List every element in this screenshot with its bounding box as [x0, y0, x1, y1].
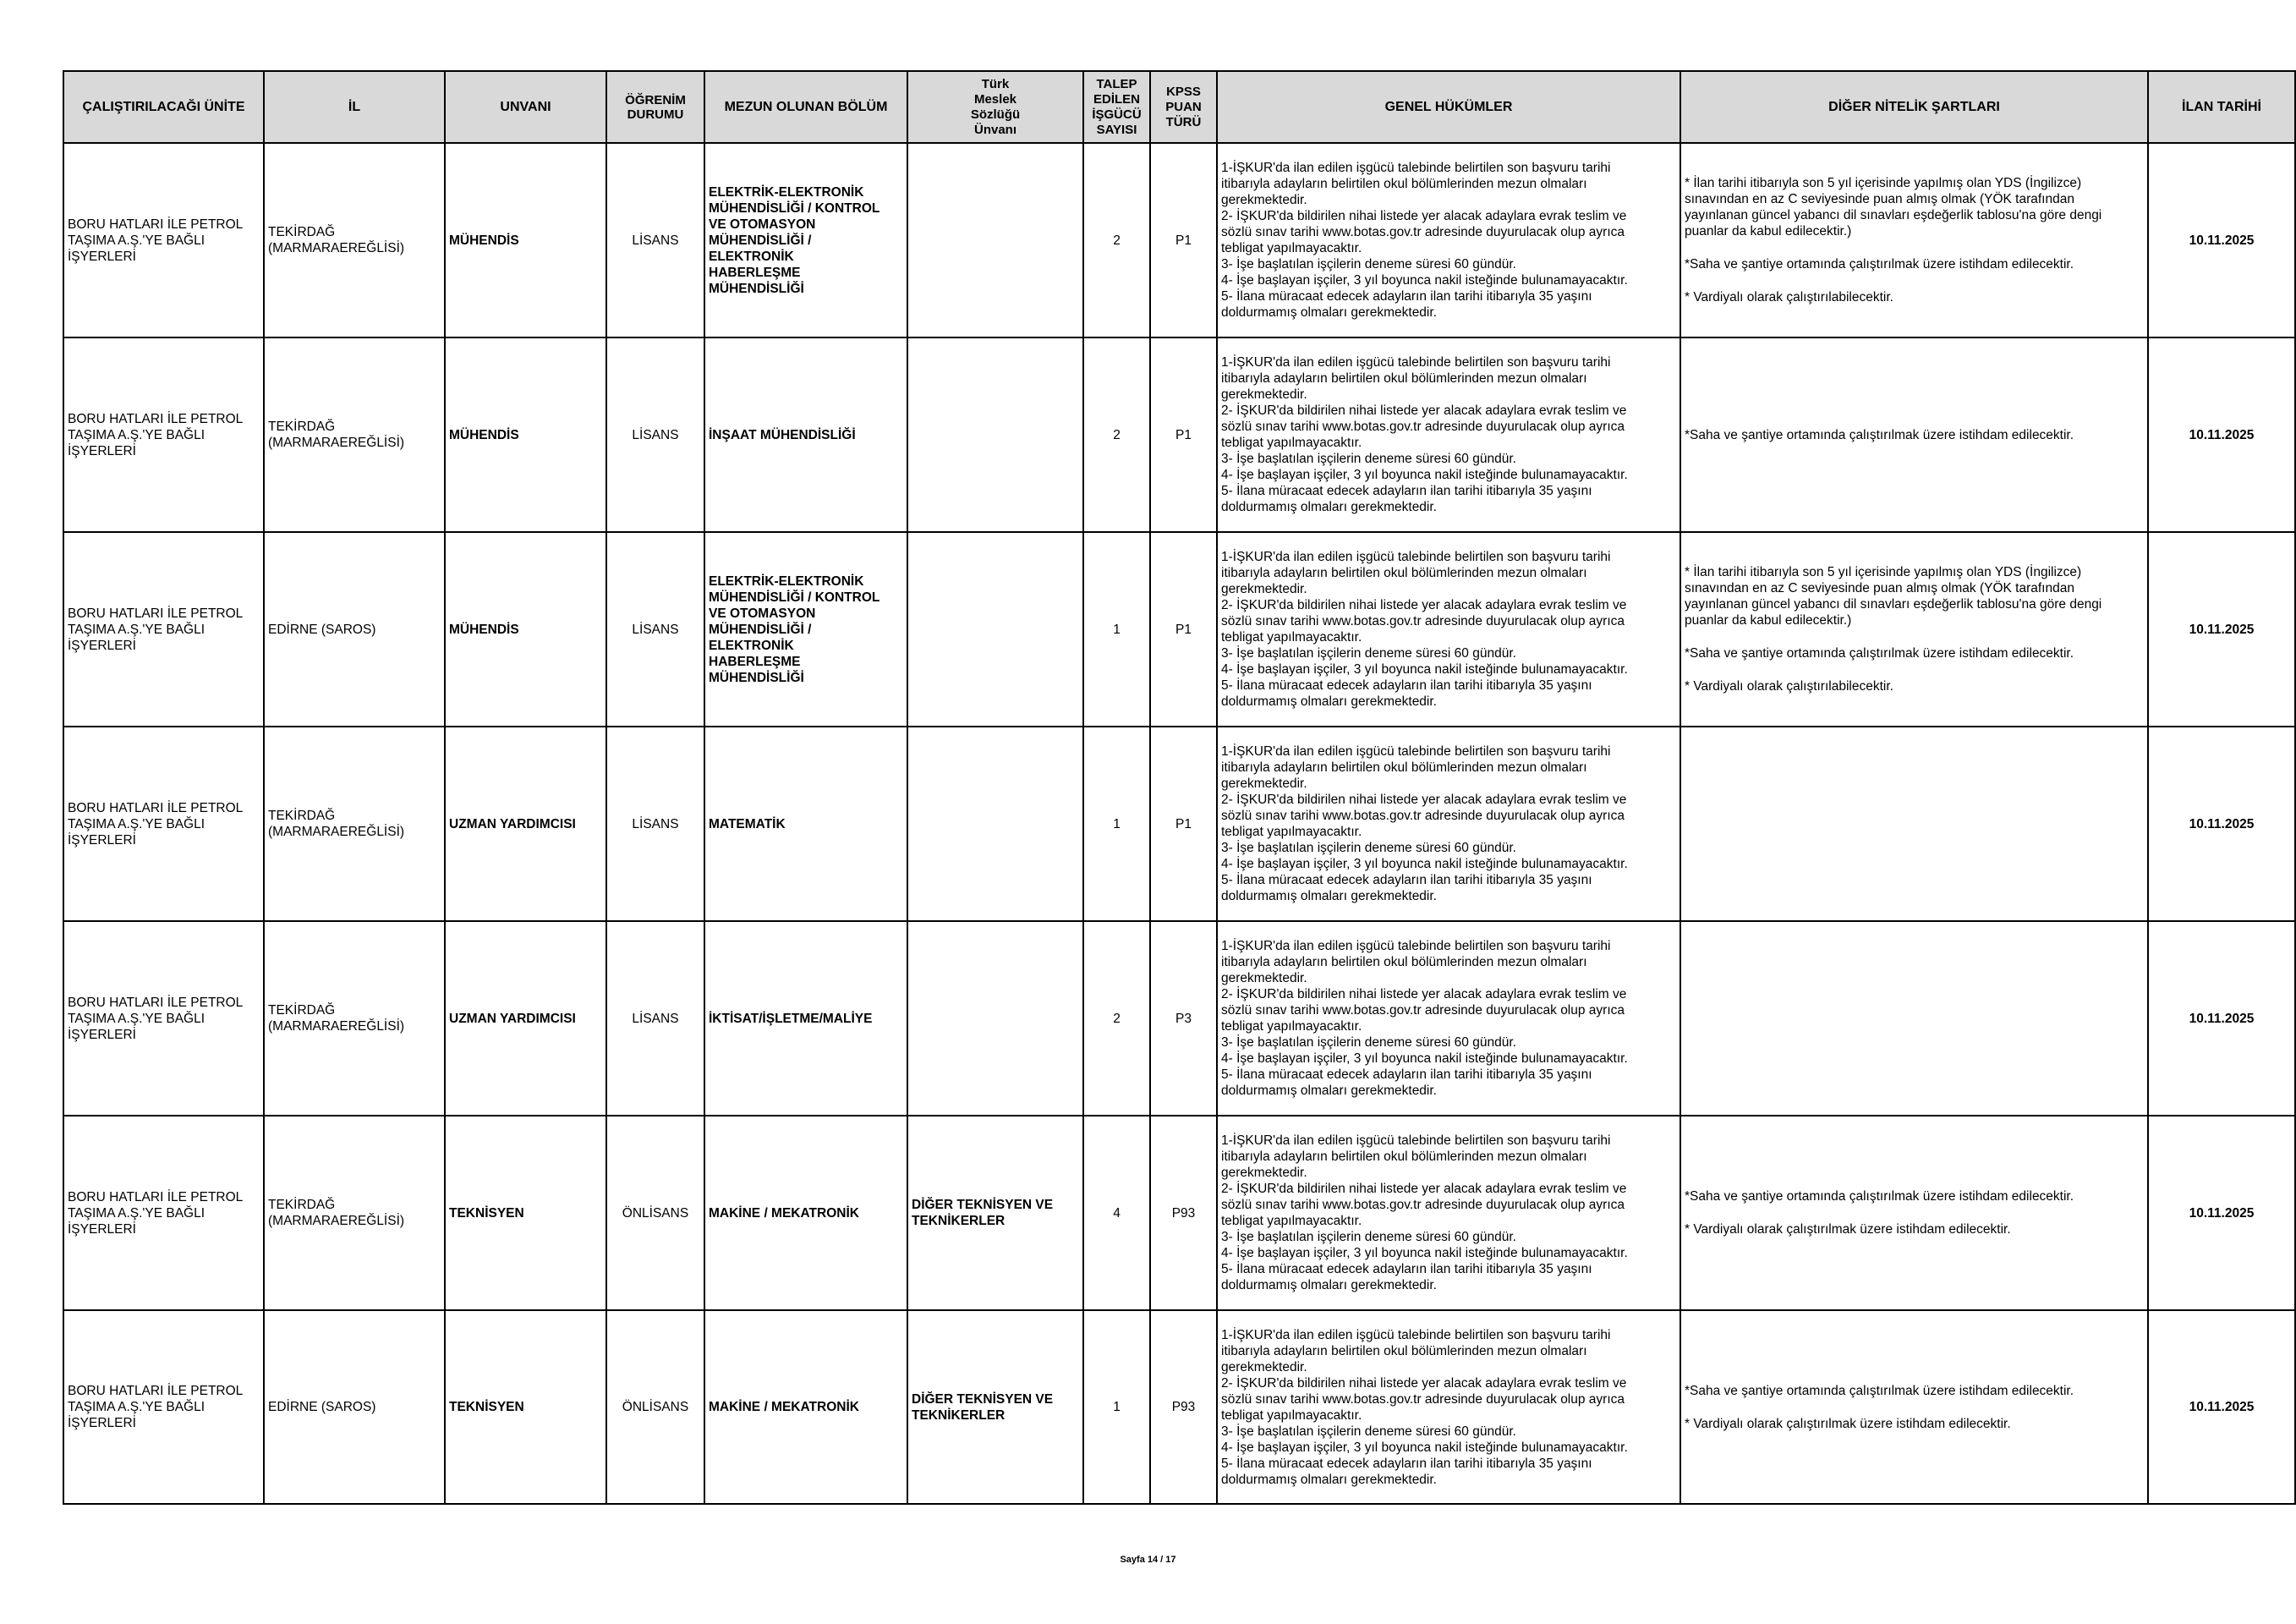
- cell-line: doldurmamış olmaları gerekmektedir.: [1221, 1084, 1437, 1098]
- cell-line: tebligat yapılmayacaktır.: [1221, 1407, 1362, 1423]
- cell-line: gerekmektedir.: [1221, 1166, 1307, 1180]
- cell-line: TEKİRDAĞ: [268, 1198, 336, 1212]
- cell-line: TEKİRDAĞ: [268, 809, 336, 823]
- cell-line: İNŞAAT MÜHENDİSLİĞİ: [709, 427, 856, 442]
- cell-unit: [63, 337, 264, 532]
- cell-count: 2: [1083, 143, 1150, 337]
- cell-diger-sartlar: [1680, 143, 2148, 337]
- cell-line: 2- İŞKUR'da bildirilen nihai listede yer alacak adaylara evrak teslim ve: [1221, 1375, 1627, 1391]
- cell-line: 1-İŞKUR'da ilan edilen işgücü talebinde belirtilen son başvuru tarihi: [1221, 1133, 1611, 1148]
- cell-line: MAKİNE / MEKATRONİK: [709, 1205, 859, 1221]
- cell-education: LİSANS: [606, 337, 704, 532]
- cell-line: (MARMARAEREĞLİSİ): [268, 241, 405, 255]
- cell-line: 3- İşe başlatılan işçilerin deneme süresi 60 gündür.: [1221, 646, 1516, 661]
- cell-il: [264, 727, 445, 921]
- cell-education: ÖNLİSANS: [606, 1310, 704, 1504]
- cell-education: LİSANS: [606, 532, 704, 727]
- cell-line: 2- İŞKUR'da bildirilen nihai listede yer alacak adaylara evrak teslim ve: [1221, 209, 1627, 223]
- cell-date: 10.11.2025: [2148, 1116, 2295, 1310]
- cell-line: 1-İŞKUR'da ilan edilen işgücü talebinde belirtilen son başvuru tarihi: [1221, 1327, 1611, 1342]
- cell-count: 2: [1083, 337, 1150, 532]
- cell-diger-sartlar: [1680, 921, 2148, 1116]
- cell-line: gerekmektedir.: [1221, 582, 1307, 596]
- cell-occupation: [907, 337, 1083, 532]
- cell-line: MÜHENDİSLİĞİ / KONTROL: [709, 200, 880, 216]
- cell-line: VE OTOMASYON: [709, 606, 816, 621]
- cell-department: [704, 532, 907, 727]
- cell-line: sözlü sınav tarihi www.botas.gov.tr adresinde duyurulacak olup ayrıca: [1221, 420, 1625, 434]
- table-body: [63, 143, 2295, 1504]
- cell-line: gerekmektedir.: [1221, 1359, 1307, 1374]
- cell-line: MAKİNE / MEKATRONİK: [709, 1400, 859, 1414]
- cell-line: sözlü sınav tarihi www.botas.gov.tr adresinde duyurulacak olup ayrıca: [1221, 1391, 1625, 1407]
- cell-line: doldurmamış olmaları gerekmektedir.: [1221, 305, 1437, 320]
- cell-line: 4- İşe başlayan işçiler, 3 yıl boyunca nakil isteğinde bulunamayacaktır.: [1221, 468, 1628, 482]
- cell-line: yayınlanan güncel yabancı dil sınavları eşdeğerlik tablosu'na göre dengi: [1685, 208, 2102, 222]
- cell-unit: [63, 921, 264, 1116]
- cell-line: 4- İşe başlayan işçiler, 3 yıl boyunca nakil isteğinde bulunamayacaktır.: [1221, 857, 1628, 871]
- cell-department: [704, 143, 907, 337]
- cell-line: sözlü sınav tarihi www.botas.gov.tr adresinde duyurulacak olup ayrıca: [1221, 1003, 1625, 1018]
- cell-line: 3- İşe başlatılan işçilerin deneme süresi 60 gündür.: [1221, 257, 1516, 272]
- cell-line: MÜHENDİSLİĞİ / KONTROL: [709, 590, 880, 605]
- header-kpss: KPSS PUAN TÜRÜ: [1150, 71, 1217, 143]
- cell-line: *Saha ve şantiye ortamında çalıştırılmak üzere istihdam edilecektir.: [1685, 1383, 2074, 1398]
- cell-count: 4: [1083, 1116, 1150, 1310]
- table-row: [63, 1116, 2295, 1310]
- cell-line: gerekmektedir.: [1221, 971, 1307, 985]
- table-row: [63, 921, 2295, 1116]
- cell-diger-sartlar: [1680, 1310, 2148, 1504]
- cell-line: MÜHENDİSLİĞİ: [709, 281, 804, 296]
- cell-diger-sartlar: [1680, 532, 2148, 727]
- cell-kpss: P93: [1150, 1310, 1217, 1504]
- cell-line: * Vardiyalı olarak çalıştırılabilecektir.: [1685, 679, 1893, 694]
- cell-line: İŞYERLERİ: [68, 443, 136, 458]
- cell-line: İŞYERLERİ: [68, 249, 136, 264]
- cell-line: 5- İlana müracaat edecek adayların ilan tarihi itibarıyla 35 yaşını: [1221, 1262, 1592, 1276]
- cell-line: MÜHENDİSLİĞİ: [709, 670, 804, 685]
- cell-line: itibarıyla adayların belirtilen okul bölümlerinden mezun olmaları: [1221, 760, 1587, 775]
- cell-line: sözlü sınav tarihi www.botas.gov.tr adresinde duyurulacak olup ayrıca: [1221, 225, 1625, 239]
- cell-line: * İlan tarihi itibarıyla son 5 yıl içerisinde yapılmış olan YDS (İngilizce): [1685, 565, 2082, 579]
- cell-line: * İlan tarihi itibarıyla son 5 yıl içerisinde yapılmış olan YDS (İngilizce): [1685, 176, 2082, 190]
- cell-line: DİĞER TEKNİSYEN VE: [912, 1198, 1054, 1212]
- cell-line: BORU HATLARI İLE PETROL: [68, 800, 244, 815]
- cell-occupation: [907, 1310, 1083, 1504]
- cell-line: (MARMARAEREĞLİSİ): [268, 1019, 405, 1034]
- cell-line: gerekmektedir.: [1221, 776, 1307, 791]
- cell-line: İŞYERLERİ: [68, 1027, 136, 1042]
- cell-line: 1-İŞKUR'da ilan edilen işgücü talebinde belirtilen son başvuru tarihi: [1221, 355, 1611, 370]
- cell-occupation: [907, 532, 1083, 727]
- cell-line: 5- İlana müracaat edecek adayların ilan tarihi itibarıyla 35 yaşını: [1221, 1067, 1592, 1082]
- cell-unit: [63, 1116, 264, 1310]
- cell-department: [704, 727, 907, 921]
- cell-unit: [63, 1310, 264, 1504]
- cell-line: 2- İŞKUR'da bildirilen nihai listede yer alacak adaylara evrak teslim ve: [1221, 1182, 1627, 1196]
- cell-occupation: [907, 1116, 1083, 1310]
- cell-line: itibarıyla adayların belirtilen okul bölümlerinden mezun olmaları: [1221, 566, 1587, 580]
- header-il: İL: [264, 71, 445, 143]
- cell-line: 4- İşe başlayan işçiler, 3 yıl boyunca nakil isteğinde bulunamayacaktır.: [1221, 273, 1628, 288]
- cell-unit: [63, 727, 264, 921]
- cell-line: HABERLEŞME: [709, 265, 801, 280]
- cell-date: 10.11.2025: [2148, 921, 2295, 1116]
- cell-line: 1-İŞKUR'da ilan edilen işgücü talebinde belirtilen son başvuru tarihi: [1221, 550, 1611, 564]
- cell-diger-sartlar: [1680, 1116, 2148, 1310]
- cell-line: MATEMATİK: [709, 816, 786, 831]
- cell-line: TEKİRDAĞ: [268, 225, 336, 239]
- header-diger: DİĞER NİTELİK ŞARTLARI: [1680, 71, 2148, 143]
- cell-line: * Vardiyalı olarak çalıştırılabilecektir.: [1685, 290, 1893, 304]
- header-education: ÖĞRENİM DURUMU: [606, 71, 704, 143]
- cell-unit: [63, 143, 264, 337]
- page-number: Sayfa 14 / 17: [1120, 1555, 1176, 1565]
- cell-line: *Saha ve şantiye ortamında çalıştırılmak üzere istihdam edilecektir.: [1685, 1189, 2074, 1204]
- header-row: [63, 71, 2295, 143]
- cell-line: 3- İşe başlatılan işçilerin deneme süresi 60 gündür.: [1221, 841, 1516, 855]
- cell-line: 4- İşe başlayan işçiler, 3 yıl boyunca nakil isteğinde bulunamayacaktır.: [1221, 1051, 1628, 1066]
- cell-unit: [63, 532, 264, 727]
- cell-line: TAŞIMA A.Ş.'YE BAĞLI: [68, 1011, 205, 1026]
- cell-occupation: [907, 921, 1083, 1116]
- cell-diger-sartlar: [1680, 337, 2148, 532]
- cell-line: İŞYERLERİ: [68, 1221, 136, 1237]
- cell-education: ÖNLİSANS: [606, 1116, 704, 1310]
- table-row: [63, 337, 2295, 532]
- cell-line: MÜHENDİSLİĞİ /: [709, 233, 812, 248]
- cell-genel-hukumler: [1217, 532, 1680, 727]
- cell-date: 10.11.2025: [2148, 143, 2295, 337]
- cell-genel-hukumler: [1217, 727, 1680, 921]
- cell-line: tebligat yapılmayacaktır.: [1221, 1214, 1362, 1228]
- cell-line: TEKNİKERLER: [912, 1214, 1006, 1228]
- cell-title: MÜHENDİS: [445, 143, 606, 337]
- header-occupation: Türk Meslek Sözlüğü Ünvanı: [907, 71, 1083, 143]
- job-listing-table: [63, 70, 2296, 1505]
- cell-line: tebligat yapılmayacaktır.: [1221, 825, 1362, 839]
- cell-il: [264, 921, 445, 1116]
- cell-kpss: P3: [1150, 921, 1217, 1116]
- cell-line: 2- İŞKUR'da bildirilen nihai listede yer alacak adaylara evrak teslim ve: [1221, 598, 1627, 612]
- cell-count: 1: [1083, 727, 1150, 921]
- cell-line: İŞYERLERİ: [68, 638, 136, 653]
- cell-title: UZMAN YARDIMCISI: [445, 727, 606, 921]
- cell-line: 2- İŞKUR'da bildirilen nihai listede yer alacak adaylara evrak teslim ve: [1221, 793, 1627, 807]
- cell-line: itibarıyla adayların belirtilen okul bölümlerinden mezun olmaları: [1221, 177, 1587, 191]
- cell-line: İŞYERLERİ: [68, 1416, 136, 1430]
- cell-title: TEKNİSYEN: [445, 1116, 606, 1310]
- cell-line: İŞYERLERİ: [68, 832, 136, 848]
- cell-line: itibarıyla adayların belirtilen okul bölümlerinden mezun olmaları: [1221, 955, 1587, 969]
- cell-count: 2: [1083, 921, 1150, 1116]
- cell-line: TAŞIMA A.Ş.'YE BAĞLI: [68, 622, 205, 637]
- table-row: [63, 1310, 2295, 1504]
- cell-line: (MARMARAEREĞLİSİ): [268, 436, 405, 450]
- cell-kpss: P1: [1150, 727, 1217, 921]
- cell-line: 3- İşe başlatılan işçilerin deneme süresi 60 gündür.: [1221, 1230, 1516, 1244]
- cell-occupation: [907, 727, 1083, 921]
- header-date: İLAN TARİHİ: [2148, 71, 2295, 143]
- cell-line: 5- İlana müracaat edecek adayların ilan tarihi itibarıyla 35 yaşını: [1221, 873, 1592, 887]
- table-row: [63, 727, 2295, 921]
- cell-line: 1-İŞKUR'da ilan edilen işgücü talebinde belirtilen son başvuru tarihi: [1221, 161, 1611, 175]
- cell-kpss: P1: [1150, 337, 1217, 532]
- cell-genel-hukumler: [1217, 1310, 1680, 1504]
- cell-line: itibarıyla adayların belirtilen okul bölümlerinden mezun olmaları: [1221, 1343, 1587, 1358]
- header-genel: GENEL HÜKÜMLER: [1217, 71, 1680, 143]
- header-department: MEZUN OLUNAN BÖLÜM: [704, 71, 907, 143]
- cell-line: doldurmamış olmaları gerekmektedir.: [1221, 1472, 1437, 1487]
- cell-diger-sartlar: [1680, 727, 2148, 921]
- cell-line: VE OTOMASYON: [709, 217, 816, 232]
- cell-line: 3- İşe başlatılan işçilerin deneme süresi 60 gündür.: [1221, 452, 1516, 466]
- cell-line: 5- İlana müracaat edecek adayların ilan tarihi itibarıyla 35 yaşını: [1221, 1456, 1592, 1471]
- cell-line: sınavından en az C seviyesinde puan almış olmak (YÖK tarafından: [1685, 581, 2074, 595]
- cell-line: doldurmamış olmaları gerekmektedir.: [1221, 889, 1437, 903]
- cell-line: 5- İlana müracaat edecek adayların ilan tarihi itibarıyla 35 yaşını: [1221, 484, 1592, 498]
- header-title: UNVANI: [445, 71, 606, 143]
- cell-line: 4- İşe başlayan işçiler, 3 yıl boyunca nakil isteğinde bulunamayacaktır.: [1221, 1246, 1628, 1260]
- cell-line: 4- İşe başlayan işçiler, 3 yıl boyunca nakil isteğinde bulunamayacaktır.: [1221, 1440, 1628, 1455]
- cell-date: 10.11.2025: [2148, 1310, 2295, 1504]
- cell-line: HABERLEŞME: [709, 654, 801, 669]
- cell-line: tebligat yapılmayacaktır.: [1221, 1019, 1362, 1034]
- cell-line: tebligat yapılmayacaktır.: [1221, 630, 1362, 645]
- cell-il: [264, 1116, 445, 1310]
- cell-line: *Saha ve şantiye ortamında çalıştırılmak üzere istihdam edilecektir.: [1685, 427, 2074, 442]
- cell-line: doldurmamış olmaları gerekmektedir.: [1221, 694, 1437, 709]
- cell-department: [704, 1310, 907, 1504]
- cell-title: TEKNİSYEN: [445, 1310, 606, 1504]
- cell-date: 10.11.2025: [2148, 337, 2295, 532]
- cell-genel-hukumler: [1217, 921, 1680, 1116]
- cell-line: yayınlanan güncel yabancı dil sınavları eşdeğerlik tablosu'na göre dengi: [1685, 597, 2102, 612]
- cell-kpss: P1: [1150, 532, 1217, 727]
- cell-title: MÜHENDİS: [445, 337, 606, 532]
- cell-education: LİSANS: [606, 921, 704, 1116]
- cell-line: BORU HATLARI İLE PETROL: [68, 217, 244, 232]
- cell-department: [704, 337, 907, 532]
- header-unit: ÇALIŞTIRILACAĞI ÜNİTE: [63, 71, 264, 143]
- cell-line: ELEKTRİK-ELEKTRONİK: [709, 573, 864, 589]
- cell-department: [704, 1116, 907, 1310]
- cell-line: TAŞIMA A.Ş.'YE BAĞLI: [68, 427, 205, 442]
- cell-title: UZMAN YARDIMCISI: [445, 921, 606, 1116]
- cell-line: DİĞER TEKNİSYEN VE: [912, 1391, 1054, 1407]
- cell-title: MÜHENDİS: [445, 532, 606, 727]
- cell-line: 1-İŞKUR'da ilan edilen işgücü talebinde belirtilen son başvuru tarihi: [1221, 939, 1611, 953]
- cell-line: TAŞIMA A.Ş.'YE BAĞLI: [68, 233, 205, 248]
- cell-line: tebligat yapılmayacaktır.: [1221, 436, 1362, 450]
- table-row: [63, 143, 2295, 337]
- cell-line: 5- İlana müracaat edecek adayların ilan tarihi itibarıyla 35 yaşını: [1221, 289, 1592, 304]
- cell-line: doldurmamış olmaları gerekmektedir.: [1221, 500, 1437, 514]
- cell-line: TAŞIMA A.Ş.'YE BAĞLI: [68, 1400, 205, 1414]
- cell-line: ELEKTRONİK: [709, 638, 794, 653]
- cell-line: tebligat yapılmayacaktır.: [1221, 241, 1362, 255]
- cell-line: 3- İşe başlatılan işçilerin deneme süresi 60 gündür.: [1221, 1035, 1516, 1050]
- cell-line: BORU HATLARI İLE PETROL: [68, 411, 244, 426]
- cell-line: TEKİRDAĞ: [268, 1003, 336, 1018]
- cell-line: 4- İşe başlayan işçiler, 3 yıl boyunca nakil isteğinde bulunamayacaktır.: [1221, 662, 1628, 677]
- cell-line: 1-İŞKUR'da ilan edilen işgücü talebinde belirtilen son başvuru tarihi: [1221, 744, 1611, 759]
- cell-line: puanlar da kabul edilecektir.): [1685, 224, 1852, 239]
- cell-line: itibarıyla adayların belirtilen okul bölümlerinden mezun olmaları: [1221, 371, 1587, 386]
- cell-line: BORU HATLARI İLE PETROL: [68, 1189, 244, 1204]
- cell-line: doldurmamış olmaları gerekmektedir.: [1221, 1278, 1437, 1292]
- cell-line: 3- İşe başlatılan işçilerin deneme süresi 60 gündür.: [1221, 1424, 1516, 1439]
- cell-genel-hukumler: [1217, 143, 1680, 337]
- cell-line: sözlü sınav tarihi www.botas.gov.tr adresinde duyurulacak olup ayrıca: [1221, 1198, 1625, 1212]
- cell-line: 5- İlana müracaat edecek adayların ilan tarihi itibarıyla 35 yaşını: [1221, 678, 1592, 693]
- cell-line: 2- İŞKUR'da bildirilen nihai listede yer alacak adaylara evrak teslim ve: [1221, 403, 1627, 418]
- cell-il: [264, 337, 445, 532]
- cell-genel-hukumler: [1217, 1116, 1680, 1310]
- cell-kpss: P1: [1150, 143, 1217, 337]
- cell-education: LİSANS: [606, 727, 704, 921]
- cell-line: EDİRNE (SAROS): [268, 1400, 376, 1414]
- cell-line: sözlü sınav tarihi www.botas.gov.tr adresinde duyurulacak olup ayrıca: [1221, 614, 1625, 628]
- cell-line: EDİRNE (SAROS): [268, 622, 376, 637]
- cell-line: sınavından en az C seviyesinde puan almış olmak (YÖK tarafından: [1685, 192, 2074, 206]
- cell-line: BORU HATLARI İLE PETROL: [68, 1384, 244, 1398]
- cell-line: İKTİSAT/İŞLETME/MALİYE: [709, 1011, 873, 1026]
- cell-date: 10.11.2025: [2148, 727, 2295, 921]
- cell-il: [264, 532, 445, 727]
- cell-line: TEKİRDAĞ: [268, 420, 336, 434]
- cell-count: 1: [1083, 532, 1150, 727]
- cell-line: ELEKTRİK-ELEKTRONİK: [709, 184, 864, 200]
- cell-line: 2- İŞKUR'da bildirilen nihai listede yer alacak adaylara evrak teslim ve: [1221, 987, 1627, 1001]
- cell-line: * Vardiyalı olarak çalıştırılmak üzere istihdam edilecektir.: [1685, 1222, 2011, 1237]
- cell-line: ELEKTRONİK: [709, 249, 794, 264]
- cell-line: itibarıyla adayların belirtilen okul bölümlerinden mezun olmaları: [1221, 1149, 1587, 1164]
- cell-line: (MARMARAEREĞLİSİ): [268, 825, 405, 839]
- cell-line: * Vardiyalı olarak çalıştırılmak üzere istihdam edilecektir.: [1685, 1416, 2011, 1431]
- cell-line: gerekmektedir.: [1221, 193, 1307, 207]
- cell-line: TAŞIMA A.Ş.'YE BAĞLI: [68, 816, 205, 831]
- cell-line: MÜHENDİSLİĞİ /: [709, 622, 812, 637]
- cell-il: [264, 1310, 445, 1504]
- cell-line: puanlar da kabul edilecektir.): [1685, 613, 1852, 628]
- cell-genel-hukumler: [1217, 337, 1680, 532]
- cell-line: (MARMARAEREĞLİSİ): [268, 1214, 405, 1228]
- header-count: TALEP EDİLEN İŞGÜCÜ SAYISI: [1083, 71, 1150, 143]
- cell-education: LİSANS: [606, 143, 704, 337]
- cell-line: BORU HATLARI İLE PETROL: [68, 606, 244, 621]
- table-row: [63, 532, 2295, 727]
- cell-line: sözlü sınav tarihi www.botas.gov.tr adresinde duyurulacak olup ayrıca: [1221, 809, 1625, 823]
- cell-line: TEKNİKERLER: [912, 1407, 1006, 1423]
- cell-il: [264, 143, 445, 337]
- cell-line: TAŞIMA A.Ş.'YE BAĞLI: [68, 1205, 205, 1221]
- cell-department: [704, 921, 907, 1116]
- cell-kpss: P93: [1150, 1116, 1217, 1310]
- cell-date: 10.11.2025: [2148, 532, 2295, 727]
- cell-line: BORU HATLARI İLE PETROL: [68, 995, 244, 1010]
- cell-line: *Saha ve şantiye ortamında çalıştırılmak üzere istihdam edilecektir.: [1685, 646, 2074, 661]
- cell-occupation: [907, 143, 1083, 337]
- cell-line: gerekmektedir.: [1221, 387, 1307, 402]
- cell-count: 1: [1083, 1310, 1150, 1504]
- cell-line: *Saha ve şantiye ortamında çalıştırılmak üzere istihdam edilecektir.: [1685, 257, 2074, 272]
